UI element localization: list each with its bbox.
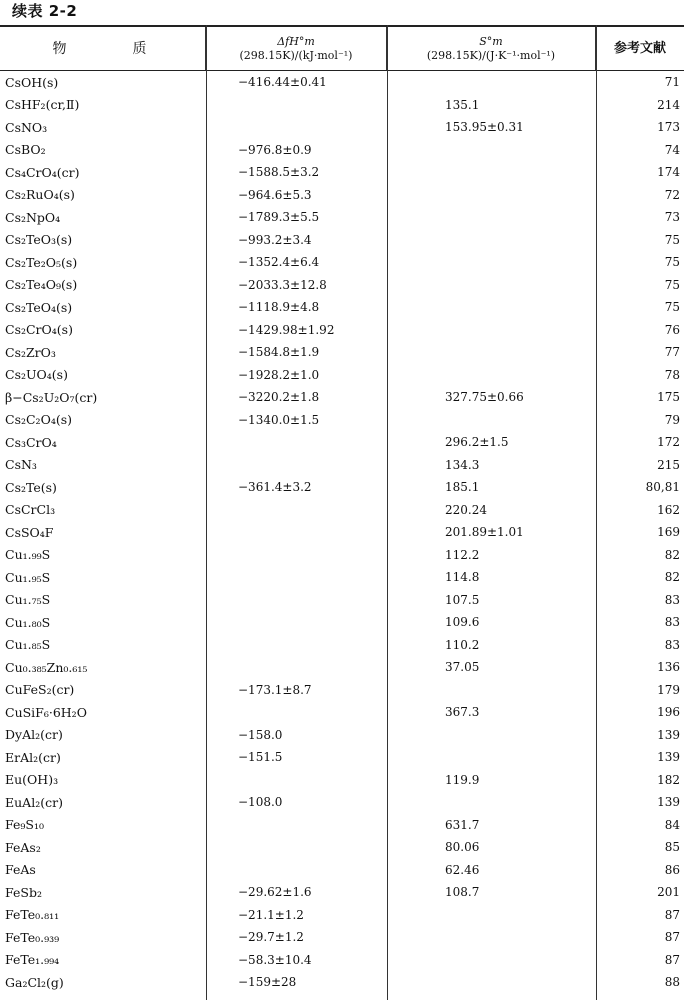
table-row	[0, 431, 684, 454]
table-row	[0, 94, 684, 117]
enthalpy-cell: −58.3±10.4	[238, 952, 312, 967]
table-row	[0, 859, 684, 882]
enthalpy-cell: −1352.4±6.4	[238, 255, 320, 270]
enthalpy-cell: −3220.2±1.8	[238, 390, 320, 405]
table-row	[0, 274, 684, 297]
table-row	[0, 836, 684, 859]
table-row	[0, 589, 684, 612]
table-row	[0, 409, 684, 432]
table-body	[0, 71, 684, 994]
substance-cell: Ga₂Cl₂(g)	[5, 974, 64, 990]
substance-cell: Cs₂NpO₄	[5, 209, 61, 225]
substance-cell: EuAl₂(cr)	[5, 794, 63, 810]
reference-cell: 76	[664, 322, 680, 337]
table-row	[0, 679, 684, 702]
entropy-cell: 367.3	[445, 705, 480, 720]
table-row	[0, 251, 684, 274]
reference-cell: 139	[657, 727, 680, 742]
header-substance	[0, 27, 206, 70]
table-row	[0, 949, 684, 972]
substance-cell: Cs₂ZrO₃	[5, 344, 56, 360]
substance-cell: CsOH(s)	[5, 74, 59, 90]
enthalpy-cell: −158.0	[238, 727, 283, 742]
table-row	[0, 386, 684, 409]
substance-cell: CuSiF₆·6H₂O	[5, 704, 87, 720]
reference-cell: 82	[664, 570, 680, 585]
substance-cell: CsNO₃	[5, 119, 48, 135]
substance-cell: CsCrCl₃	[5, 502, 56, 518]
column-divider	[596, 25, 597, 1000]
table-caption: 续表 2-2	[12, 2, 78, 20]
enthalpy-cell: −29.62±1.6	[238, 885, 312, 900]
reference-cell: 75	[664, 277, 680, 292]
substance-cell: Cs₃CrO₄	[5, 434, 57, 450]
substance-cell: Cu₀.₃₈₅Zn₀.₆₁₅	[5, 659, 88, 675]
entropy-cell: 119.9	[445, 772, 480, 787]
substance-cell: CsN₃	[5, 457, 37, 473]
enthalpy-cell: −1928.2±1.0	[238, 367, 320, 382]
table-row	[0, 116, 684, 139]
reference-cell: 72	[664, 187, 680, 202]
substance-cell: Fe₉S₁₀	[5, 817, 44, 833]
reference-cell: 175	[657, 390, 680, 405]
substance-cell: Cs₂Te(s)	[5, 479, 57, 495]
reference-cell: 136	[657, 660, 680, 675]
entropy-cell: 107.5	[445, 592, 480, 607]
table-row	[0, 769, 684, 792]
entropy-cell: 110.2	[445, 637, 480, 652]
table-row	[0, 971, 684, 994]
reference-cell: 71	[664, 75, 680, 90]
substance-cell: Cs₂Te₄O₉(s)	[5, 277, 78, 293]
header-entropy	[387, 27, 596, 70]
substance-cell: Eu(OH)₃	[5, 772, 59, 788]
entropy-cell: 80.06	[445, 840, 480, 855]
header-enthalpy-symbol: ΔfH°m	[277, 34, 315, 48]
substance-cell: FeAs	[5, 862, 36, 878]
enthalpy-cell: −1118.9±4.8	[238, 300, 320, 315]
table-row	[0, 566, 684, 589]
substance-cell: Cs₄CrO₄(cr)	[5, 164, 80, 180]
reference-cell: 85	[664, 840, 680, 855]
substance-cell: Cu₁.₉₅S	[5, 569, 51, 585]
substance-cell: Cu₁.₇₅S	[5, 592, 51, 608]
reference-cell: 173	[657, 120, 680, 135]
reference-cell: 83	[664, 592, 680, 607]
table-row	[0, 184, 684, 207]
substance-cell: FeSb₂	[5, 884, 42, 900]
column-divider	[206, 25, 207, 1000]
header-enthalpy	[206, 27, 387, 70]
reference-cell: 83	[664, 615, 680, 630]
table-row	[0, 521, 684, 544]
reference-cell: 87	[664, 930, 680, 945]
substance-cell: Cs₂C₂O₄(s)	[5, 412, 72, 428]
reference-cell: 82	[664, 547, 680, 562]
enthalpy-cell: −1340.0±1.5	[238, 412, 320, 427]
reference-cell: 139	[657, 750, 680, 765]
reference-cell: 73	[664, 210, 680, 225]
table-row	[0, 544, 684, 567]
table-row	[0, 881, 684, 904]
substance-cell: CsBO₂	[5, 142, 46, 158]
reference-cell: 88	[664, 975, 680, 990]
table-row	[0, 319, 684, 342]
entropy-cell: 109.6	[445, 615, 480, 630]
enthalpy-cell: −976.8±0.9	[238, 142, 312, 157]
substance-cell: Cu₁.₈₀S	[5, 614, 51, 630]
entropy-cell: 134.3	[445, 457, 480, 472]
enthalpy-cell: −361.4±3.2	[238, 480, 312, 495]
reference-cell: 79	[664, 412, 680, 427]
entropy-cell: 296.2±1.5	[445, 435, 509, 450]
enthalpy-cell: −1588.5±3.2	[238, 165, 320, 180]
entropy-cell: 631.7	[445, 817, 480, 832]
entropy-cell: 153.95±0.31	[445, 120, 524, 135]
enthalpy-cell: −416.44±0.41	[238, 75, 327, 90]
substance-cell: CuFeS₂(cr)	[5, 682, 75, 698]
substance-cell: Cu₁.₉₉S	[5, 547, 51, 563]
entropy-cell: 135.1	[445, 97, 480, 112]
reference-cell: 75	[664, 255, 680, 270]
table-row	[0, 229, 684, 252]
reference-cell: 214	[657, 97, 680, 112]
table-row	[0, 476, 684, 499]
entropy-cell: 112.2	[445, 547, 480, 562]
enthalpy-cell: −29.7±1.2	[238, 930, 304, 945]
substance-cell: Cs₂TeO₃(s)	[5, 232, 73, 248]
entropy-cell: 185.1	[445, 480, 480, 495]
reference-cell: 172	[657, 435, 680, 450]
table-row	[0, 724, 684, 747]
enthalpy-cell: −159±28	[238, 975, 297, 990]
substance-cell: DyAl₂(cr)	[5, 727, 63, 743]
table-row	[0, 791, 684, 814]
header-reference-label: 参考文献	[613, 40, 666, 56]
table-row	[0, 296, 684, 319]
reference-cell: 179	[657, 682, 680, 697]
enthalpy-cell: −964.6±5.3	[238, 187, 312, 202]
substance-cell: Cs₂Te₂O₅(s)	[5, 254, 78, 270]
reference-cell: 139	[657, 795, 680, 810]
substance-cell: Cs₂TeO₄(s)	[5, 299, 73, 315]
table-row	[0, 904, 684, 927]
reference-cell: 75	[664, 232, 680, 247]
substance-cell: Cs₂CrO₄(s)	[5, 322, 73, 338]
substance-cell: Cs₂UO₄(s)	[5, 367, 68, 383]
thermo-data-table	[0, 25, 684, 994]
table-header	[0, 27, 684, 71]
table-row	[0, 454, 684, 477]
entropy-cell: 62.46	[445, 862, 480, 877]
column-divider	[387, 25, 388, 1000]
substance-cell: FeTe₀.₉₃₉	[5, 929, 60, 945]
table-row	[0, 701, 684, 724]
reference-cell: 87	[664, 907, 680, 922]
reference-cell: 201	[657, 885, 680, 900]
reference-cell: 80,81	[645, 480, 680, 495]
reference-cell: 87	[664, 952, 680, 967]
reference-cell: 215	[657, 457, 680, 472]
table-row	[0, 634, 684, 657]
table-row	[0, 814, 684, 837]
substance-cell: FeAs₂	[5, 839, 41, 855]
reference-cell: 74	[664, 142, 680, 157]
header-substance-label: 物 质	[52, 40, 173, 57]
enthalpy-cell: −173.1±8.7	[238, 682, 312, 697]
entropy-cell: 114.8	[445, 570, 480, 585]
enthalpy-cell: −21.1±1.2	[238, 907, 304, 922]
substance-cell: FeTe₀.₈₁₁	[5, 907, 60, 923]
header-reference	[596, 27, 684, 70]
reference-cell: 77	[664, 345, 680, 360]
table-row	[0, 926, 684, 949]
substance-cell: FeTe₁.₉₉₄	[5, 952, 60, 968]
entropy-cell: 37.05	[445, 660, 480, 675]
substance-cell: ErAl₂(cr)	[5, 749, 61, 765]
substance-cell: β−Cs₂U₂O₇(cr)	[5, 389, 98, 405]
reference-cell: 86	[664, 862, 680, 877]
entropy-cell: 201.89±1.01	[445, 525, 524, 540]
table-row	[0, 364, 684, 387]
reference-cell: 182	[657, 772, 680, 787]
reference-cell: 174	[657, 165, 680, 180]
substance-cell: Cu₁.₈₅S	[5, 637, 51, 653]
substance-cell: CsHF₂(cr,Ⅱ)	[5, 97, 80, 113]
reference-cell: 83	[664, 637, 680, 652]
reference-cell: 169	[657, 525, 680, 540]
table-row	[0, 161, 684, 184]
table-row	[0, 656, 684, 679]
reference-cell: 75	[664, 300, 680, 315]
substance-cell: Cs₂RuO₄(s)	[5, 187, 75, 203]
table-row	[0, 341, 684, 364]
enthalpy-cell: −1429.98±1.92	[238, 322, 335, 337]
table-row	[0, 139, 684, 162]
reference-cell: 162	[657, 502, 680, 517]
entropy-cell: 220.24	[445, 502, 487, 517]
reference-cell: 78	[664, 367, 680, 382]
enthalpy-cell: −993.2±3.4	[238, 232, 312, 247]
enthalpy-cell: −151.5	[238, 750, 283, 765]
entropy-cell: 327.75±0.66	[445, 390, 524, 405]
enthalpy-cell: −1584.8±1.9	[238, 345, 320, 360]
header-enthalpy-units: (298.15K)/(kJ·mol⁻¹)	[239, 48, 353, 62]
table-row	[0, 746, 684, 769]
reference-cell: 84	[664, 817, 680, 832]
table-row	[0, 499, 684, 522]
header-entropy-symbol: S°m	[479, 34, 503, 48]
table-row	[0, 611, 684, 634]
entropy-cell: 108.7	[445, 885, 480, 900]
enthalpy-cell: −2033.3±12.8	[238, 277, 327, 292]
table-row	[0, 206, 684, 229]
enthalpy-cell: −108.0	[238, 795, 283, 810]
table-row	[0, 71, 684, 94]
reference-cell: 196	[657, 705, 680, 720]
header-entropy-units: (298.15K)/(J·K⁻¹·mol⁻¹)	[426, 48, 556, 62]
substance-cell: CsSO₄F	[5, 524, 54, 540]
enthalpy-cell: −1789.3±5.5	[238, 210, 320, 225]
